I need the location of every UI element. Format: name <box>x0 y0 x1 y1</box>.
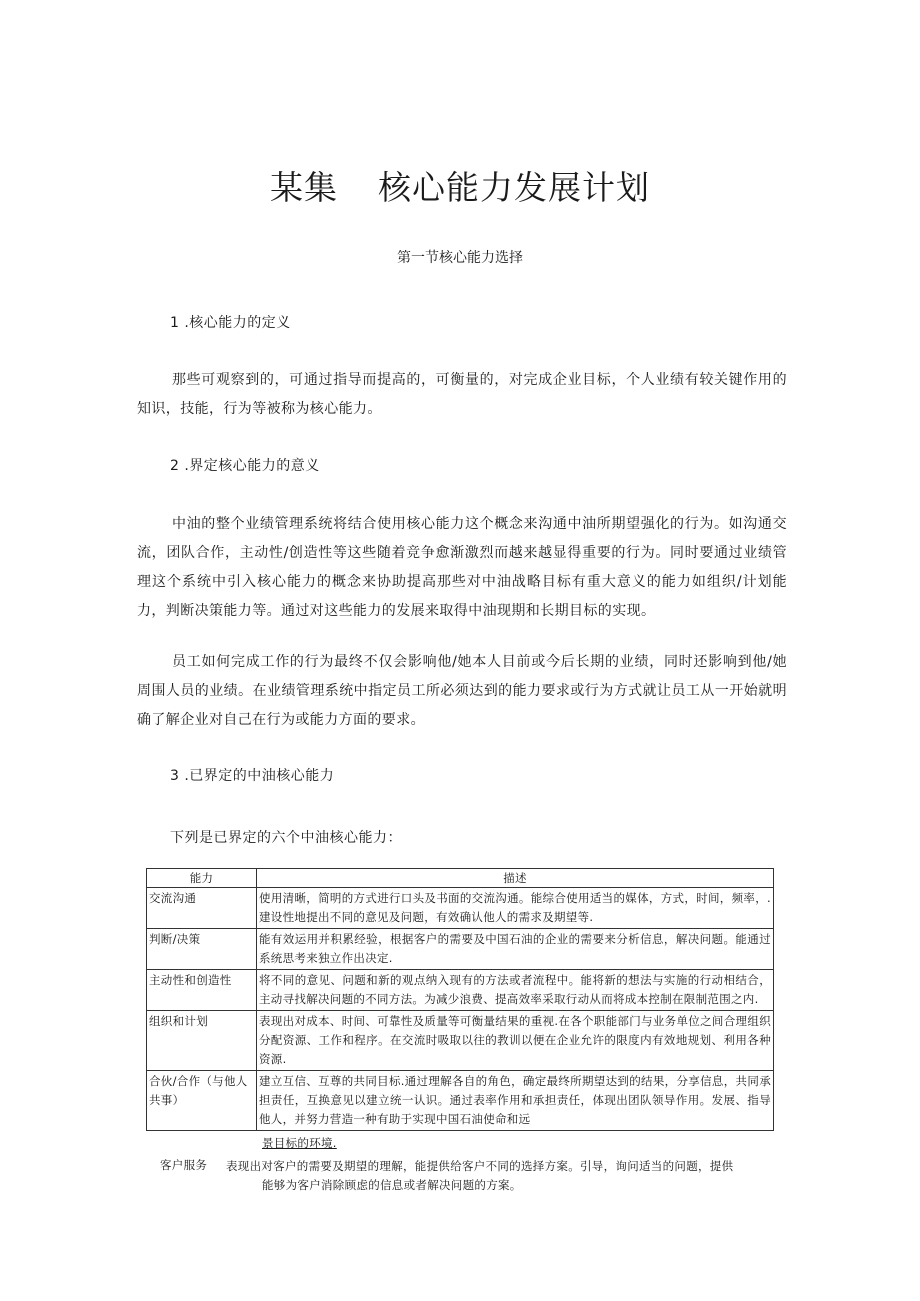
section-title: 第一节核心能力选择 <box>397 250 523 266</box>
title-part-left: 某集 <box>270 168 338 207</box>
header-description: 描述 <box>257 869 774 888</box>
description-cell: 建立互信、互尊的共同目标.通过理解各自的角色，确定最终所期望达到的结果，分享信息，共同承担责任，互换意见以建立统一认识。通过表率作用和承担责任，体现出团队领导作用。发展、指导他人，并努力营造一种有助于实现中国石油使命和远 <box>257 1071 774 1131</box>
description-cell: 使用清晰，简明的方式进行口头及书面的交流沟通。能综合使用适当的媒体，方式，时间，频率，.建设性地提出不同的意见及问题，有效确认他人的需求及期望等. <box>257 888 774 929</box>
paragraph-significance-2: 员工如何完成工作的行为最终不仅会影响他/她本人目前或今后长期的业绩，同时还影响到他/她周围人员的业绩。在业绩管理系统中指定员工所必须达到的能力要求或行为方式就让员工从一开始就明确了解企业对自己在行为或能力方面的要求。 <box>137 654 787 728</box>
ability-cell: 合伙/合作（与他人共事） <box>147 1071 257 1131</box>
paragraph-definition: 那些可观察到的，可通过指导而提高的，可衡量的，对完成企业目标，个人业绩有较关键作用的知识，技能，行为等被称为核心能力。 <box>137 372 787 417</box>
ability-cell: 主动性和创造性 <box>147 970 257 1011</box>
heading-definition: 1 .核心能力的定义 <box>170 315 291 331</box>
ability-customer-service: 客户服务 <box>160 1158 208 1172</box>
core-ability-table <box>146 868 774 1131</box>
title-part-right: 核心能力发展计划 <box>378 168 650 207</box>
table-row <box>147 970 774 1011</box>
ability-cell: 交流沟通 <box>147 888 257 929</box>
table-row <box>147 1071 774 1131</box>
description-customer-service <box>226 1157 786 1195</box>
description-cell: 能有效运用并积累经验，根据客户的需要及中国石油的企业的需要来分析信息，解决问题。能通过系统思考来独立作出决定. <box>257 929 774 970</box>
description-line-1: 表现出对客户的需要及期望的理解，能提供给客户不同的选择方案。引导，询问适当的问题，提供 <box>226 1159 734 1173</box>
ability-cell: 组织和计划 <box>147 1011 257 1071</box>
table-row <box>147 888 774 929</box>
table-header-row <box>147 869 774 888</box>
description-cell: 将不同的意见、问题和新的观点纳入现有的方法或者流程中。能将新的想法与实施的行动相结合，主动寻找解决问题的不同方法。为减少浪费、提高效率采取行动从而将成本控制在限制范围之内. <box>257 970 774 1011</box>
heading-significance: 2 .界定核心能力的意义 <box>170 458 320 474</box>
table-row <box>147 929 774 970</box>
heading-defined-abilities: 3 .已界定的中油核心能力 <box>170 768 335 784</box>
ability-cell: 判断/决策 <box>147 929 257 970</box>
table-row <box>147 1011 774 1071</box>
table-continuation-text: 景目标的环境. <box>262 1136 337 1150</box>
table-intro: 下列是已界定的六个中油核心能力： <box>170 830 402 846</box>
header-ability: 能力 <box>147 869 257 888</box>
page-title <box>0 162 920 209</box>
description-line-2: 能够为客户消除顾虑的信息或者解决问题的方案。 <box>262 1178 522 1192</box>
description-cell: 表现出对成本、时间、可靠性及质量等可衡量结果的重视.在各个职能部门与业务单位之间合理组织分配资源、工作和程序。在交流时吸取以往的教训以便在企业允许的限度内有效地规划、利用各种资源. <box>257 1011 774 1071</box>
paragraph-significance-1: 中油的整个业绩管理系统将结合使用核心能力这个概念来沟通中油所期望强化的行为。如沟通交流，团队合作，主动性/创造性等这些随着竞争愈渐激烈而越来越显得重要的行为。同时要通过业绩管理这个系统中引入核心能力的概念来协助提高那些对中油战略目标有重大意义的能力如组织/计划能力，判断决策能力等。通过对这些能力的发展来取得中油现期和长期目标的实现。 <box>137 516 787 619</box>
